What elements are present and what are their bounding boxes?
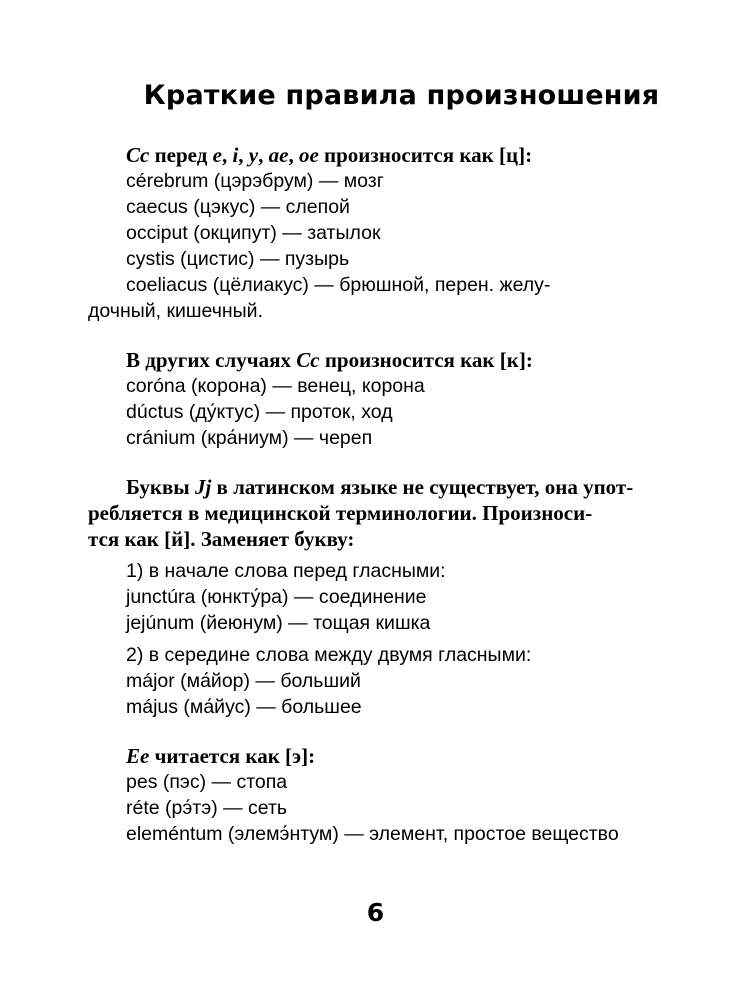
example-line: jejúnum (йеюнум) — тощая кишка xyxy=(126,612,431,634)
section-heading: Буквы Jj в латинском языке не существует, она упот- xyxy=(126,475,634,499)
example-line: cérebrum (цэрэбрум) — мозг xyxy=(126,170,384,192)
page-number: 6 xyxy=(366,898,385,927)
section-heading-continuation: тся как [й]. Заменяет букву: xyxy=(88,527,355,551)
section-heading: В других случаях Cc произносится как [к]: xyxy=(126,348,533,372)
section-jj xyxy=(88,474,668,720)
example-line: coróna (корона) — венец, корона xyxy=(126,375,425,397)
example-line: coeliacus (цёлиакус) — брюшной, перен. желу- xyxy=(126,274,551,296)
example-line: cystis (цистис) — пузырь xyxy=(126,248,350,270)
example-line: májor (ма́йор) — больший xyxy=(126,670,361,692)
section-heading-continuation: ребляется в медицинской терминологии. Произноси- xyxy=(88,501,593,525)
example-line: pes (пэс) — стопа xyxy=(126,771,288,793)
example-line: réte (рэ́тэ) — сеть xyxy=(126,797,288,819)
example-line-continuation: дочный, кишечный. xyxy=(88,300,263,322)
example-line: occiput (окципут) — затылок xyxy=(126,222,381,244)
section-cc-soft xyxy=(88,142,668,324)
section-cc-hard xyxy=(88,347,668,451)
page-content xyxy=(88,142,668,870)
rule-item-2: 2) в середине слова между двумя гласными: xyxy=(126,644,532,666)
section-ee xyxy=(88,743,668,847)
page-title: Краткие правила произношения xyxy=(143,80,660,111)
section-heading: Ee читается как [э]: xyxy=(126,744,316,768)
example-line: cránium (кра́ниум) — череп xyxy=(126,427,373,449)
example-line: dúctus (ду́ктус) — проток, ход xyxy=(126,401,393,423)
example-line: május (ма́йус) — большее xyxy=(126,696,362,718)
section-heading: Cc перед e, i, y, ae, oe произносится как [ц]: xyxy=(126,143,533,167)
example-line: caecus (цэкус) — слепой xyxy=(126,196,350,218)
example-line: eleméntum (элемэ́нтум) — элемент, простое вещество xyxy=(126,823,619,845)
rule-item-1: 1) в начале слова перед гласными: xyxy=(126,560,446,582)
example-line: junctúra (юнкту́ра) — соединение xyxy=(126,586,427,608)
